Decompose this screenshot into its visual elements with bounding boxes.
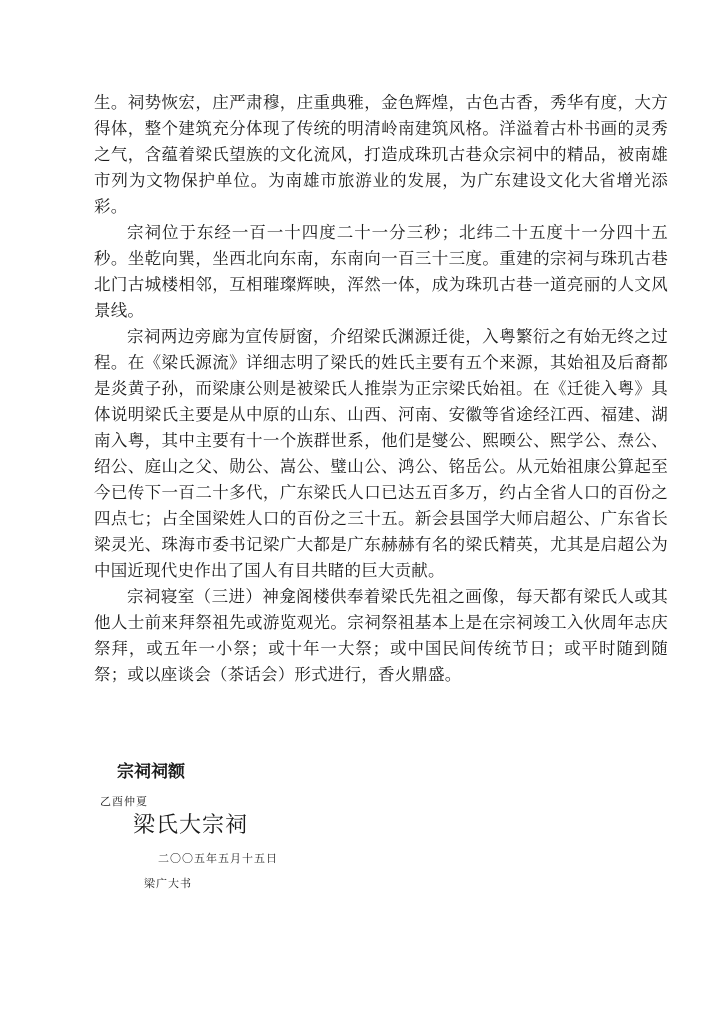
section-heading: 宗祠祠额 [117,762,185,782]
body-text [94,90,668,688]
calligraphy-author: 梁广大书 [144,877,192,890]
calligraphy-date: 二〇〇五年五月十五日 [158,852,278,865]
paragraph-location: 宗祠位于东经一百一十四度二十一分三秒；北纬二十五度十一分四十五秒。坐乾向巽，坐西北向东南，东南向一百三十三度。重建的宗祠与珠玑古巷北门古城楼相邻，互相璀璨辉映，浑然一体，成为珠玑古巷一道亮丽的人文风景线。 [94,223,668,320]
calligraphy-main-text: 梁氏大宗祠 [133,813,249,838]
paragraph-intro: 生。祠势恢宏，庄严肃穆，庄重典雅，金色辉煌，古色古香，秀华有度，大方得体，整个建筑充分体现了传统的明清岭南建筑风格。洋溢着古朴书画的灵秀之气，含蕴着梁氏望族的文化流风，打造成珠玑古巷众宗祠中的精品，被南雄市列为文物保护单位。为南雄市旅游业的发展，为广东建设文化大省增光添彩。 [94,93,668,216]
paragraph-worship: 宗祠寝室（三进）神龛阁楼供奉着梁氏先祖之画像，每天都有梁氏人或其他人士前来拜祭祖先或游览观光。宗祠祭祖基本上是在宗祠竣工入伙周年志庆祭拜，或五年一小祭；或十年一大祭；或中国民间传统节日；或平时随到随祭；或以座谈会（茶话会）形式进行，香火鼎盛。 [94,587,668,684]
paragraph-history: 宗祠两边旁廊为宣传厨窗，介绍梁氏渊源迁徙，入粤繁衍之有始无终之过程。在《梁氏源流》详细志明了梁氏的姓氏主要有五个来源，其始祖及后裔都是炎黄子孙，而梁康公则是被梁氏人推崇为正宗梁氏始祖。在《迁徙入粤》具体说明梁氏主要是从中原的山东、山西、河南、安徽等省途经江西、福建、湖南入粤，其中主要有十一个族群世系，他们是燮公、熙㬉公、熙学公、焘公、绍公、庭山之父、勋公、嵩公、璧山公、鸿公、铭岳公。从元始祖康公算起至今已传下一百二十多代，广东梁氏人口已达五百多万，约占全省人口的百份之四点七；占全国梁姓人口的百份之三十五。新会县国学大师启超公、广东省长梁灵光、珠海市委书记梁广大都是广东赫赫有名的梁氏精英，尤其是启超公为中国近现代史作出了国人有目共睹的巨大贡献。 [94,327,668,580]
calligraphy-season: 乙酉仲夏 [100,795,148,808]
